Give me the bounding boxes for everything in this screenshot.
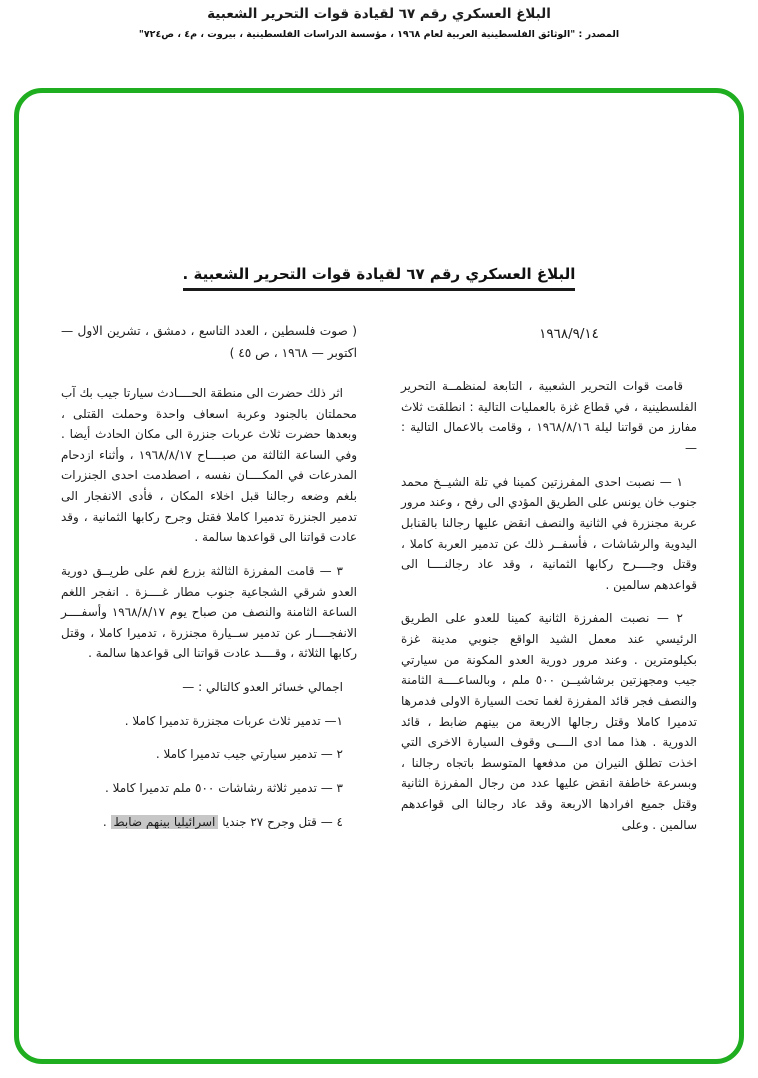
body-paragraph: ٢ — نصبت المفرزة الثانية كمينا للعدو على الطريق الرئيسي عند معمل الشيد الواقع جنوبي مدينة غزة بكيلومترين . وعند مرور دورية العدو المكونة من سيارتي جيب ومجهزتين برشاشيــن ٥٠٠ ملم ، وبالساعــــة الثامنة والنصف فجر قائد المفرزة لغما تحت السيارة الاولى فدمرها تدميرا كاملا وقتل رجالها الاربعة من بينهم ضابط ، قائد الدورية . هذا مما ادى الــــى وقوف السيارة الاخرى التي اخذت تطلق النيران من مدفعها المتوسط باتجاه رجالنا ، وبسرعة خاطفة انقض عليها عدد من رجال المفرزة الثانية وقتل جميع افرادها الاربعة وقد عاد رجالنا الى قواعدهم سالمين . وعلى	[401, 611, 698, 832]
scanned-document	[19, 93, 739, 848]
green-border-frame	[14, 88, 744, 1064]
body-paragraph: قامت قوات التحرير الشعبية ، التابعة لمنظمــة التحرير الفلسطينية ، في قطاع غزة بالعمليات التالية : انطلقت ثلاث مفارز من قواتنا ليلة ١٩٦٨/٨/١٦ ، وقامت بالاعمال التالية : —	[401, 379, 697, 456]
communique-date: ١٩٦٨/٩/١٤	[539, 326, 599, 342]
summary-heading: اجمالي خسائر العدو كالتالي : —	[182, 680, 343, 695]
summary-item: ٢ — تدمير سيارتي جيب تدميرا كاملا .	[155, 747, 343, 762]
source-line: المصدر : "الوثائق الفلسطينية العربية لعام ١٩٦٨ ، مؤسسة الدراسات الفلسطينية ، بيروت ، م٤ ، ص٧٢٤"	[138, 29, 620, 40]
two-column-body	[61, 321, 697, 848]
citation: ( صوت فلسطين ، العدد التاسع ، دمشق ، تشرين الاول — اكتوبر — ١٩٦٨ ، ص ٤٥ )	[61, 324, 357, 360]
summary-item	[61, 812, 357, 833]
communique-title-text: البلاغ العسكري رقم ٦٧ لقيادة قوات التحرير الشعبية .	[183, 265, 576, 291]
page-header	[0, 0, 758, 40]
highlighted-text: اسرائيليا بينهم ضابط	[111, 815, 219, 829]
summary-item-text: .	[102, 814, 111, 829]
body-paragraph: ١ — نصبت احدى المفرزتين كمينا في تلة الشيــخ محمد جنوب خان يونس على الطريق المؤدي الى رفح ، وعند مرور عربة مجنزرة في الثانية والنصف انقض عليها رجالنا بالقنابل اليدوية والرشاشات ، فأسفــر ذلك عن تدمير العربة كاملا ، وقتل وجــــرح ركابها الثمانية ، وقد عاد رجالنــــا الى قواعدهم سالمين .	[401, 474, 697, 592]
summary-item-text: ٤ — قتل وجرح ٢٧ جنديا	[218, 814, 343, 829]
communique-title	[61, 265, 697, 291]
summary-item: ١— تدمير ثلاث عربات مجنزرة تدميرا كاملا .	[124, 713, 343, 728]
summary-item: ٣ — تدمير ثلاثة رشاشات ٥٠٠ ملم تدميرا كاملا .	[104, 780, 343, 795]
right-column	[401, 321, 697, 848]
body-paragraph: اثر ذلك حضرت الى منطقة الحــــادث سيارتا جيب بك آب محملتان بالجنود وعربة اسعاف واحدة وحملت القتلى ، وبعدها حضرت ثلاث عربات جنزرة الى مكان الحادث أيضا . وفي الساعة الثالثة من صبــــاح ١٩٦٨/٨/١٧ ، وأثناء ازدحام المدرعات في المكــــان نفسه ، اصطدمت احدى الجنزرات بلغم وضعه رجالنا قبل اخلاء المكان ، فأدى الانفجار الى تدمير الجنزرة تدميرا كاملا فقتل وجرح ركابها الثمانية ، وقد عادت قواتنا الى قواعدها سالمة .	[61, 385, 357, 545]
page-title: البلاغ العسكري رقم ٦٧ لقيادة قوات التحرير الشعبية	[207, 6, 551, 22]
body-paragraph: ٣ — قامت المفرزة الثالثة بزرع لغم على طريــق دورية العدو شرقي الشجاعية جنوب مطار غــــزة . انفجر اللغم الساعة الثامنة والنصف من صباح يوم ١٩٦٨/٨/١٧ وأسفــــر الانفجــــار عن تدمير ســيارة مجنزرة ، تدميرا كاملا ، وقتل ركابها الثلاثة ، وقــــد عادت قواتنا الى قواعدها سالمة .	[61, 563, 357, 661]
left-column	[61, 321, 357, 848]
